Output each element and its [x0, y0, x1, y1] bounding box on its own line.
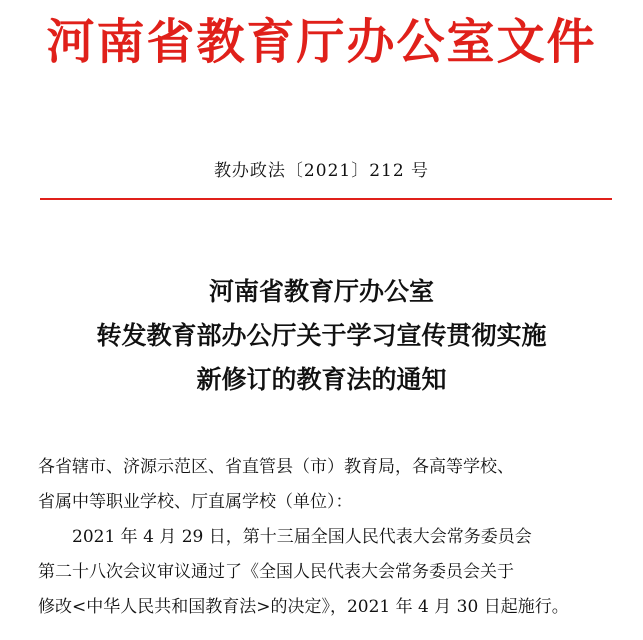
notice-title: [0, 270, 643, 402]
masthead-title: 河南省教育厅办公室文件: [46, 14, 597, 70]
document-number: 教办政法〔2021〕212 号: [213, 161, 430, 181]
salutation-line: 省属中等职业学校、厅直属学校（单位）：: [38, 492, 353, 512]
red-divider-line: [40, 198, 612, 200]
notice-title-line: 河南省教育厅办公室: [208, 277, 434, 306]
paragraph-line: 2021 年 4 月 29 日，第十三届全国人民代表大会常务委员会: [72, 527, 532, 547]
paragraph-line: 修改<中华人民共和国教育法>的决定》，2021 年 4 月 30 日起施行。: [38, 597, 569, 617]
notice-title-line: 新修订的教育法的通知: [196, 365, 447, 394]
salutation-line: 各省辖市、济源示范区、省直管县（市）教育局，各高等学校、: [38, 457, 514, 477]
paragraph-line: 第二十八次会议审议通过了《全国人民代表大会常务委员会关于: [38, 562, 514, 582]
notice-title-line: 转发教育部办公厅关于学习宣传贯彻实施: [96, 321, 547, 350]
notice-body: [38, 450, 610, 625]
